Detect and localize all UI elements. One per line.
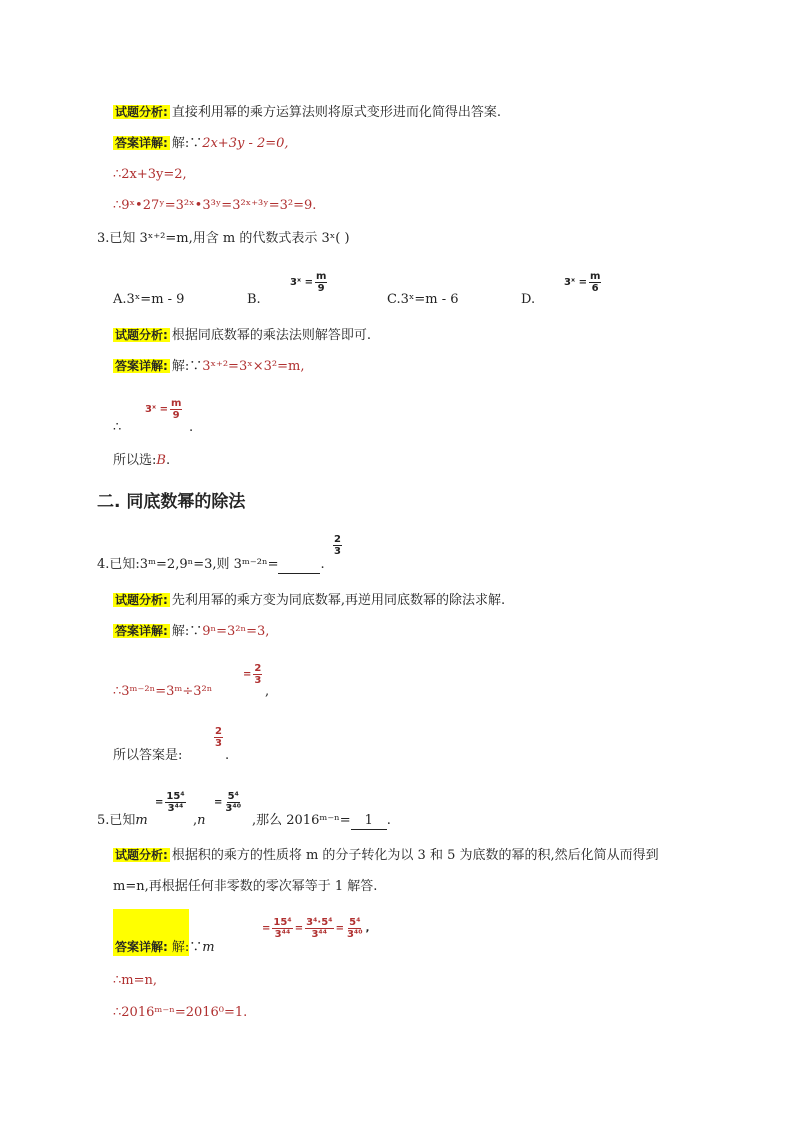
denominator: 3⁴⁴ bbox=[167, 803, 184, 814]
option-d-formula bbox=[564, 271, 601, 294]
denominator: 3 bbox=[254, 675, 262, 686]
analysis-line-1 bbox=[113, 104, 501, 121]
denominator: 6 bbox=[591, 283, 599, 294]
formula-lhs: 3ˣ = bbox=[145, 404, 168, 415]
period: . bbox=[225, 748, 230, 763]
equals: = bbox=[335, 923, 344, 934]
comma: , bbox=[365, 923, 370, 934]
equals: = bbox=[294, 923, 304, 934]
choose-label: 所以选: bbox=[113, 453, 157, 468]
numerator: 15⁴ bbox=[273, 917, 292, 928]
answer-expr: 2x+3y - 2=0, bbox=[202, 136, 289, 151]
analysis-text: 根据积的乘方的性质将 m 的分子转化为以 3 和 5 为底数的幂的积,然后化简从而得到 bbox=[171, 848, 659, 863]
stem-end: . bbox=[386, 813, 391, 828]
numerator: 3⁴·5⁴ bbox=[306, 917, 333, 928]
answer-line-1 bbox=[113, 135, 289, 152]
answer-blank bbox=[278, 557, 320, 574]
blank-fraction bbox=[333, 534, 342, 557]
numerator: 15⁴ bbox=[166, 791, 185, 802]
fraction bbox=[253, 663, 262, 686]
m-definition bbox=[155, 791, 186, 814]
question-5-stem-pre bbox=[97, 813, 148, 829]
option-b-label: B. bbox=[247, 292, 261, 307]
option-a: A.3ˣ=m - 9 bbox=[113, 292, 185, 307]
denominator: 3⁴⁴ bbox=[274, 929, 291, 940]
formula-lhs: 3ˣ = bbox=[564, 277, 587, 288]
option-d-label: D. bbox=[521, 292, 536, 307]
fraction bbox=[305, 917, 333, 940]
analysis-tag: 试题分析: bbox=[115, 328, 168, 342]
answer-line-5 bbox=[113, 939, 215, 956]
equals: = bbox=[155, 797, 164, 808]
denominator: 9 bbox=[172, 410, 180, 421]
fraction bbox=[315, 271, 327, 294]
analysis-line-3 bbox=[113, 327, 371, 344]
step-line: ∴2016ᵐ⁻ⁿ=2016⁰=1. bbox=[113, 1005, 248, 1020]
answer-prefix: 解:∵ bbox=[171, 624, 203, 639]
choose-line bbox=[113, 453, 170, 469]
denominator: 3 bbox=[215, 738, 222, 749]
denominator: 3 bbox=[334, 546, 341, 557]
equals: = bbox=[214, 797, 223, 808]
denominator: 3⁴⁴ bbox=[311, 929, 328, 940]
answer-prefix: 解:∵ bbox=[171, 359, 203, 374]
numerator: 5⁴ bbox=[227, 791, 239, 802]
fraction bbox=[170, 398, 182, 421]
option-c: C.3ˣ=m - 6 bbox=[387, 292, 459, 307]
denominator: 9 bbox=[317, 283, 325, 294]
comma: , bbox=[265, 684, 270, 699]
therefore-symbol: ∴ bbox=[113, 420, 122, 435]
question-5-comma bbox=[193, 813, 206, 829]
equals: = bbox=[262, 923, 271, 934]
step-line: ∴2x+3y=2, bbox=[113, 167, 187, 182]
numerator: m bbox=[589, 271, 601, 282]
equals: = bbox=[243, 669, 252, 680]
fraction bbox=[165, 791, 185, 814]
variable-m: m bbox=[202, 940, 215, 955]
choose-value: B bbox=[156, 453, 166, 468]
analysis-text: 先利用幂的乘方变为同底数幂,再逆用同底数幂的除法求解. bbox=[171, 593, 506, 608]
answer-blank: 1 bbox=[351, 813, 387, 830]
m-simplification bbox=[262, 917, 369, 940]
choose-end: . bbox=[165, 453, 171, 468]
stem-end: . bbox=[320, 557, 325, 572]
question-5-stem-post bbox=[252, 813, 391, 830]
numerator: m bbox=[315, 271, 327, 282]
fraction bbox=[272, 917, 292, 940]
numerator: 2 bbox=[334, 534, 341, 545]
analysis-line-5b: m=n,再根据任何非零数的零次幂等于 1 解答. bbox=[113, 879, 378, 894]
section-heading: 二. 同底数幂的除法 bbox=[97, 492, 246, 512]
step-fraction bbox=[243, 663, 262, 686]
fraction bbox=[589, 271, 601, 294]
analysis-line-4 bbox=[113, 592, 505, 609]
analysis-tag: 试题分析: bbox=[115, 593, 168, 607]
analysis-tag: 试题分析: bbox=[115, 105, 168, 119]
stem-text: 5.已知 bbox=[97, 813, 136, 828]
answer-tag: 答案详解: bbox=[115, 136, 168, 150]
formula-lhs: 3ˣ = bbox=[290, 277, 313, 288]
result-formula bbox=[145, 398, 182, 421]
answer-line-4 bbox=[113, 623, 269, 640]
variable-n: n bbox=[197, 813, 206, 828]
answer-tag: 答案详解: bbox=[115, 940, 168, 954]
answer-prefix: 解:∵ bbox=[171, 136, 203, 151]
period: . bbox=[189, 420, 194, 435]
answer-tag: 答案详解: bbox=[115, 359, 168, 373]
denominator: 3⁴⁰ bbox=[225, 803, 242, 814]
numerator: 2 bbox=[215, 726, 222, 737]
analysis-tag: 试题分析: bbox=[115, 848, 168, 862]
step-line: ∴3ᵐ⁻²ⁿ=3ᵐ÷3²ⁿ bbox=[113, 684, 213, 699]
analysis-line-5 bbox=[113, 847, 659, 864]
analysis-text: 根据同底数幂的乘法法则解答即可. bbox=[171, 328, 371, 343]
step-line: ∴9ˣ•27ʸ=3²ˣ•3³ʸ=3²ˣ⁺³ʸ=3²=9. bbox=[113, 198, 317, 213]
fraction bbox=[224, 791, 242, 814]
final-answer-label: 所以答案是: bbox=[113, 748, 183, 763]
step-line: ∴m=n, bbox=[113, 973, 157, 988]
answer-prefix: 解:∵ bbox=[171, 940, 203, 955]
comma: , bbox=[193, 813, 198, 828]
analysis-text: 直接利用幂的乘方运算法则将原式变形进而化简得出答案. bbox=[171, 105, 501, 120]
question-4-stem bbox=[97, 557, 325, 574]
final-answer-fraction bbox=[214, 726, 223, 749]
numerator: 5⁴ bbox=[349, 917, 361, 928]
denominator: 3⁴⁰ bbox=[346, 929, 363, 940]
fraction bbox=[346, 917, 364, 940]
question-3-stem: 3.已知 3ˣ⁺²=m,用含 m 的代数式表示 3ˣ( ) bbox=[97, 231, 350, 246]
answer-tag: 答案详解: bbox=[115, 624, 168, 638]
stem-text: ,那么 2016ᵐ⁻ⁿ= bbox=[252, 813, 351, 828]
answer-expr: 9ⁿ=3²ⁿ=3, bbox=[202, 624, 270, 639]
variable-m: m bbox=[135, 813, 148, 828]
numerator: m bbox=[170, 398, 182, 409]
numerator: 2 bbox=[254, 663, 262, 674]
stem-text: 4.已知:3ᵐ=2,9ⁿ=3,则 3ᵐ⁻²ⁿ= bbox=[97, 557, 279, 572]
answer-line-3 bbox=[113, 358, 304, 375]
n-definition bbox=[214, 791, 242, 814]
option-b-formula bbox=[290, 271, 327, 294]
answer-expr: 3ˣ⁺²=3ˣ×3²=m, bbox=[202, 359, 305, 374]
